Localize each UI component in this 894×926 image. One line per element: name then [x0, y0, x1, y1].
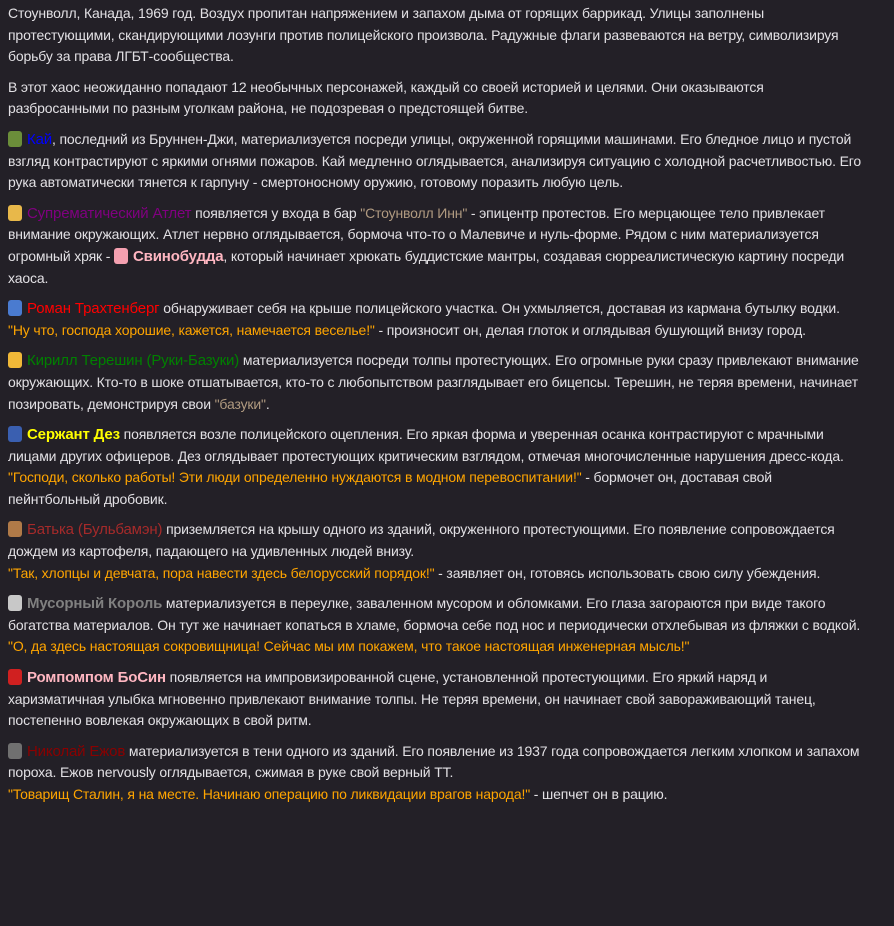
character-quote: "Ну что, господа хорошие, кажется, намечается веселье!": [8, 321, 375, 338]
narration-text: - бормочет он, доставая свой пейнтбольный дробовик.: [8, 469, 772, 507]
character-quote: "Так, хлопцы и девчата, пора навести здесь белорусский порядок!": [8, 564, 435, 581]
story-paragraph: [8, 203, 866, 289]
performing-arts-icon: [8, 300, 22, 316]
character-name: Кирилл Терешин (Руки-Базуки): [27, 352, 240, 370]
story-paragraph: [8, 298, 866, 341]
zombie-icon: [8, 131, 22, 147]
flexed-biceps-icon: [8, 352, 22, 368]
narration-text: - произносит он, делая глоток и оглядывая бушующий внизу город.: [374, 321, 806, 338]
story-paragraph: [8, 593, 866, 658]
story-paragraph: [8, 667, 866, 732]
character-name: Кай: [27, 130, 53, 148]
narration-text: - эпицентр протестов. Его мерцающее тело привлекает внимание окружающих. Атлет нервно оглядывается, бормоча что-то о Малевиче и нуль-форме. Рядом с ним материализуется огромный хряк -: [8, 204, 825, 264]
narration-text: В этот хаос неожиданно попадают 12 необычных персонажей, каждый со своей историей и целями. Они оказываются разбросанными по разным уголкам района, не подозревая о предстоящей битве.: [8, 78, 764, 117]
story-paragraph: [8, 77, 866, 120]
detective-icon: [8, 743, 22, 759]
story-paragraph: [8, 3, 866, 68]
highlighted-term: "базуки": [214, 395, 266, 412]
character-name: Николай Ежов: [27, 742, 126, 760]
character-name: Супрематический Атлет: [27, 204, 192, 222]
character-name: Роман Трахтенберг: [27, 300, 160, 318]
character-name: Мусорный Король: [27, 595, 163, 613]
character-name: Сержант Дез: [27, 426, 120, 444]
narration-text: появляется на импровизированной сцене, установленной протестующими. Его яркий наряд и харизматичная улыбка мгновенно привлекают внимание толпы. Не теряя времени, он начинает свой завораживающий танец, постепенно вовлекая окружающих в свой ритм.: [8, 669, 816, 729]
narration-text: материализуется в тени одного из зданий. Его появление из 1937 года сопровождается легким хлопком и запахом пороха. Ежов nervously оглядывается, сжимая в руке свой верный ТТ.: [8, 742, 860, 781]
character-name: Батька (Бульбамэн): [27, 521, 163, 539]
story-paragraph: [8, 350, 866, 415]
story-paragraph: [8, 741, 866, 806]
story-paragraph: [8, 519, 866, 584]
narration-text: появляется возле полицейского оцепления. Его яркая форма и уверенная осанка контрастируют с мрачными лицами других офицеров. Дез оглядывает протестующих критическим взглядом, отмечая многочисленные нарушения дресс-кода.: [8, 426, 844, 464]
story-paragraph: [8, 424, 866, 510]
character-name: Ромпомпом БоСин: [27, 669, 166, 687]
artist-palette-icon: [8, 205, 22, 221]
character-quote: "Товарищ Сталин, я на месте. Начинаю операцию по ликвидации врагов народа!": [8, 786, 531, 802]
pig-face-icon: [114, 248, 128, 264]
character-name: Свинобудда: [132, 247, 224, 265]
narration-text: обнаруживает себя на крыше полицейского участка. Он ухмыляется, доставая из кармана бутылку водки.: [159, 300, 840, 317]
narration-text: - заявляет он, готовясь использовать свою силу убеждения.: [434, 564, 821, 581]
narration-text: , который начинает хрюкать буддистские мантры, создавая сюрреалистическую картину посреди хаоса.: [8, 247, 845, 286]
character-quote: "О, да здесь настоящая сокровищница! Сейчас мы им покажем, что такое настоящая инженерная мысль!": [8, 638, 690, 655]
narration-text: Стоунволл, Канада, 1969 год. Воздух пропитан напряжением и запахом дыма от горящих баррикад. Улицы заполнены протестующими, скандирующими лозунги против полицейского произвола. Радужные флаги развеваются на ветру, символизируя борьбу за права ЛГБТ-сообщества.: [8, 5, 839, 65]
story-paragraph: [8, 129, 866, 194]
police-officer-icon: [8, 426, 22, 442]
narration-text: - шепчет он в рацию.: [530, 786, 668, 802]
narration-text: материализуется посреди толпы протестующих. Его огромные руки сразу привлекают внимание окружающих. Кто-то в шоке отшатывается, кто-то с любопытством разглядывает его бицепсы. Терешин, не теряя времени, начинает позировать, демонстрируя свои: [8, 352, 859, 412]
narration-text: появляется у входа в бар: [191, 204, 361, 221]
wrench-icon: [8, 595, 22, 611]
narration-text: приземляется на крышу одного из зданий, окруженного протестующими. Его появление сопровождается дождем из картофеля, падающего на удивленных людей внизу.: [8, 521, 835, 560]
highlighted-term: "Стоунволл Инн": [360, 204, 468, 221]
narration-text: материализуется в переулке, заваленном мусором и обломками. Его глаза загораются при виде такого богатства материалов. Он тут же начинает копаться в хламе, бормоча себе под нос и периодически отхлебывая из фляжки с водкой.: [8, 595, 861, 633]
narration-text: , последний из Бруннен-Джи, материализуется посреди улицы, окруженной горящими машинами. Его бледное лицо и пустой взгляд контрастируют с яркими огнями пожаров. Кай медленно оглядывается, анализируя ситуацию с холодной расчетливостью. Его рука автоматически тянется к гарпуну - смертоносному оружию, готовому поразить любую цель.: [8, 130, 862, 191]
character-quote: "Господи, сколько работы! Эти люди определенно нуждаются в модном перевоспитании!": [8, 469, 582, 486]
dancer-icon: [8, 669, 22, 685]
narration-text: .: [265, 395, 270, 412]
potato-icon: [8, 521, 22, 537]
